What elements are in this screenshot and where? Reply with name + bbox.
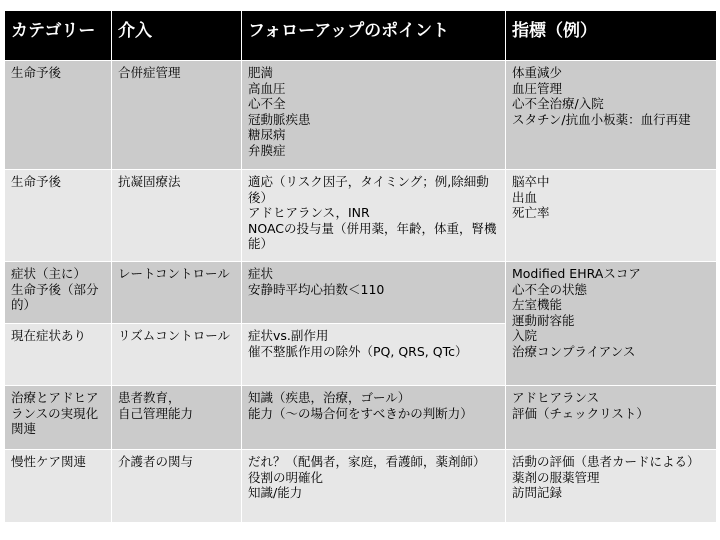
header-intervention: 介入 — [112, 11, 242, 61]
table-row — [5, 61, 717, 170]
category-cell: 慢性ケア関連 — [5, 450, 112, 523]
header-followup-points: フォローアップのポイント — [242, 11, 506, 61]
header-indicators: 指標（例） — [506, 11, 717, 61]
followup-points-cell: 肥満 高血圧 心不全 冠動脈疾患 糖尿病 弁膜症 — [242, 61, 506, 170]
header-row — [5, 11, 717, 61]
indicators-cell: 活動の評価（患者カードによる） 薬剤の服薬管理 訪問記録 — [506, 450, 717, 523]
indicators-cell: アドヒアランス 評価（チェックリスト） — [506, 386, 717, 450]
indicators-cell: 体重減少 血圧管理 心不全治療/入院 スタチン/抗血小板薬：血行再建 — [506, 61, 717, 170]
intervention-cell: 抗凝固療法 — [112, 170, 242, 262]
category-cell: 生命予後 — [5, 61, 112, 170]
intervention-cell: 介護者の関与 — [112, 450, 242, 523]
followup-points-cell: 知識（疾患，治療，ゴール） 能力（～の場合何をすべきかの判断力） — [242, 386, 506, 450]
followup-points-cell: だれ？（配偶者，家庭，看護師，薬剤師） 役割の明確化 知識/能力 — [242, 450, 506, 523]
table-row — [5, 450, 717, 523]
table-row — [5, 170, 717, 262]
followup-points-cell: 症状vs.副作用 催不整脈作用の除外（PQ, QRS, QTc） — [242, 324, 506, 386]
table-row — [5, 386, 717, 450]
indicators-cell: Modified EHRAスコア 心不全の状態 左室機能 運動耐容能 入院 治療コンプライアンス — [506, 262, 717, 386]
intervention-cell: 患者教育， 自己管理能力 — [112, 386, 242, 450]
followup-points-cell: 適応（リスク因子，タイミング；例,除細動後） アドヒアランス，INR NOACの投与量（併用薬，年齢，体重，腎機能） — [242, 170, 506, 262]
category-cell: 症状（主に） 生命予後（部分的） — [5, 262, 112, 324]
indicators-cell: 脳卒中 出血 死亡率 — [506, 170, 717, 262]
category-cell: 治療とアドヒアランスの実現化関連 — [5, 386, 112, 450]
followup-points-cell: 症状 安静時平均心拍数＜110 — [242, 262, 506, 324]
category-cell: 生命予後 — [5, 170, 112, 262]
follow-up-table — [4, 10, 717, 523]
intervention-cell: 合併症管理 — [112, 61, 242, 170]
intervention-cell: レートコントロール — [112, 262, 242, 324]
table-row — [5, 262, 717, 324]
header-category: カテゴリー — [5, 11, 112, 61]
category-cell: 現在症状あり — [5, 324, 112, 386]
intervention-cell: リズムコントロール — [112, 324, 242, 386]
